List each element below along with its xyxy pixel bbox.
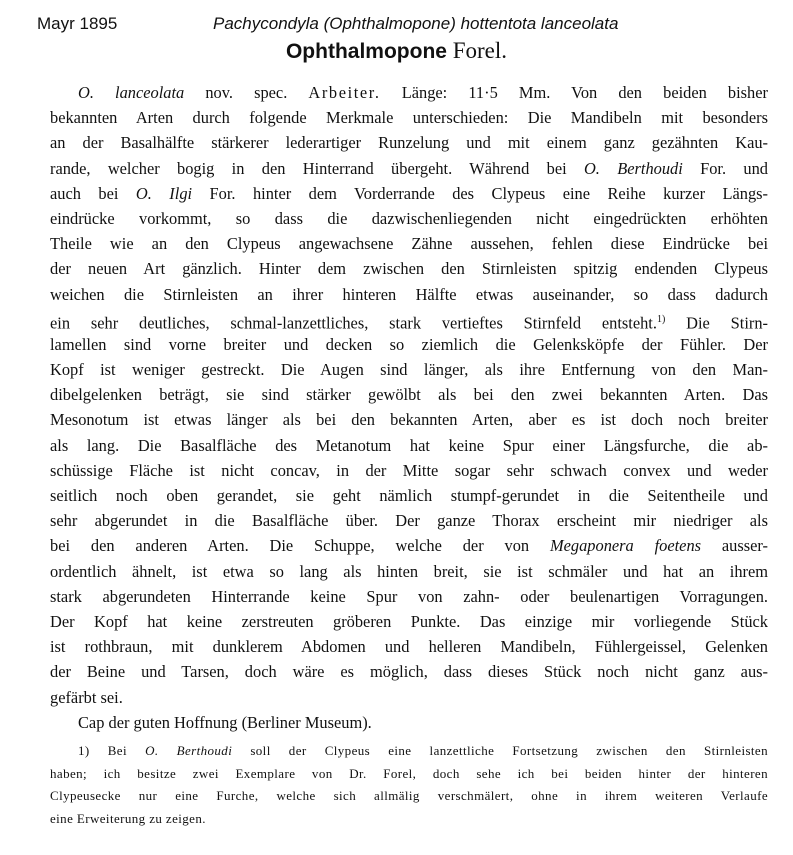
running-header [0,12,793,36]
species-name: O. Berthoudi [583,158,683,178]
text-line: eindrücke vorkommt, so dass die dazwischenliegenden nicht eingedrückten erhöhten [50,208,768,228]
text-line: ist rothbraun, mit dunklerem Abdomen und helleren Mandibeln, Fühlergeissel, Gelenken [50,637,768,657]
text-line: weichen die Stirnleisten an ihrer hinteren Hälfte etwas auseinander, so dass dadurch [50,284,768,304]
text-span: Länge: 11·5 Mm. Von den beiden bisher [380,83,768,102]
header-citation: Mayr 1895 [37,14,118,33]
text-span: 1) Bei [78,743,146,758]
text-line: der Beine und Tarsen, doch wäre es möglich, dass dieses Stück noch nicht ganz aus- [50,662,768,682]
text-span: ausser- [701,536,768,556]
text-line: Der Kopf hat keine zerstreuten gröberen Punkte. Das einzige mir vorliegende Stück [50,611,768,631]
description-paragraph [50,80,768,735]
species-name: Megaponera foetens [549,536,702,556]
footnote [50,740,768,830]
footnote-line: haben; ich besitze zwei Exemplare von Dr. Forel, doch sehe ich bei beiden hinter der hinteren [50,765,768,781]
text-span: For. hinter dem Vorderrande des Clypeus eine Reihe kurzer Längs- [192,183,769,203]
caste-label: Arbeiter. [308,83,381,102]
footnote-line: Clypeusecke nur eine Furche, welche sich allmälig verschmälert, ohne in ihrem weiteren Verlaufe [50,788,768,803]
text-span: For. und [682,158,768,178]
locality-line: Cap der guten Hoffnung (Berliner Museum). [78,712,372,732]
text-line: als lang. Die Basalfläche des Metanotum hat keine Spur einer Längsfurche, die ab- [50,435,768,455]
text-line: dibelgelenken beträgt, sie sind stärker gewölbt als bei den zwei bekannten Arten. Das [50,385,768,405]
species-name: O. Berthoudi [145,743,233,758]
text-line [50,307,768,332]
text-line: schüssige Fläche ist nicht concav, in der Mitte sogar sehr schwach convex und weder [50,460,768,480]
title-genus: Ophthalmopone [285,40,447,63]
text-span: auch bei [50,183,136,203]
header-taxon: Pachycondyla (Ophthalmopone) hottentota lanceolata [213,14,619,33]
page-title [0,38,793,64]
species-name: O. lanceolata [78,83,185,102]
text-line [50,156,768,181]
text-line [50,533,768,558]
text-line: sehr abgerundet in die Basalfläche über. Der ganze Thorax erscheint mir niedriger als [50,511,768,531]
footnote-line: eine Erweiterung zu zeigen. [50,810,206,826]
text-span: rande, welcher bogig in den Hinterrand übergeht. Während bei [50,158,584,178]
text-line: stark abgerundeten Hinterrande keine Spur von zahn- oder beulenartigen Vorragungen. [50,586,768,606]
text-line [50,181,768,206]
text-span: Die Stirn- [665,313,769,333]
text-line: lamellen sind vorne breiter und decken so ziemlich die Gelenksköpfe der Fühler. Der [50,334,768,354]
footnote-line [50,740,768,763]
text-line: an der Basalhälfte stärkerer lederartiger Runzelung und mit einem ganz gezähnten Kau- [50,133,768,153]
species-name: O. Ilgi [135,183,193,203]
text-line [50,80,768,105]
text-span: bei den anderen Arten. Die Schuppe, welche der von [50,536,550,556]
text-span: soll der Clypeus eine lanzettliche Fortsetzung zwischen den Stirnleisten [232,743,768,758]
text-line: seitlich noch oben gerandet, sie geht nämlich stumpf-gerundet in die Seitentheile und [50,486,768,505]
text-line: der neuen Art gänzlich. Hinter dem zwischen den Stirnleisten spitzig endenden Clypeus [50,259,768,279]
footnote-ref: 1) [656,313,666,325]
text-line: gefärbt sei. [50,687,123,707]
text-line: ordentlich ähnelt, ist etwa so lang als hinten breit, sie ist schmäler und hat an ihrem [50,561,768,581]
title-author: Forel. [452,38,508,63]
text-line: bekannten Arten durch folgende Merkmale unterschieden: Die Mandibeln mit besonders [50,108,768,128]
text-line: Mesonotum ist etwas länger als bei den bekannten Arten, aber es ist doch noch breiter [50,410,768,430]
text-span: ein sehr deutliches, schmal-lanzettliches, stark vertieftes Stirnfeld entsteht. [50,313,657,333]
text-line: Theile wie an den Clypeus angewachsene Zähne aussehen, fehlen diese Eindrücke bei [50,234,768,254]
text-line: Kopf ist weniger gestreckt. Die Augen sind länger, als ihre Entfernung von den Man- [50,360,768,380]
text-span: nov. spec. [184,83,309,102]
